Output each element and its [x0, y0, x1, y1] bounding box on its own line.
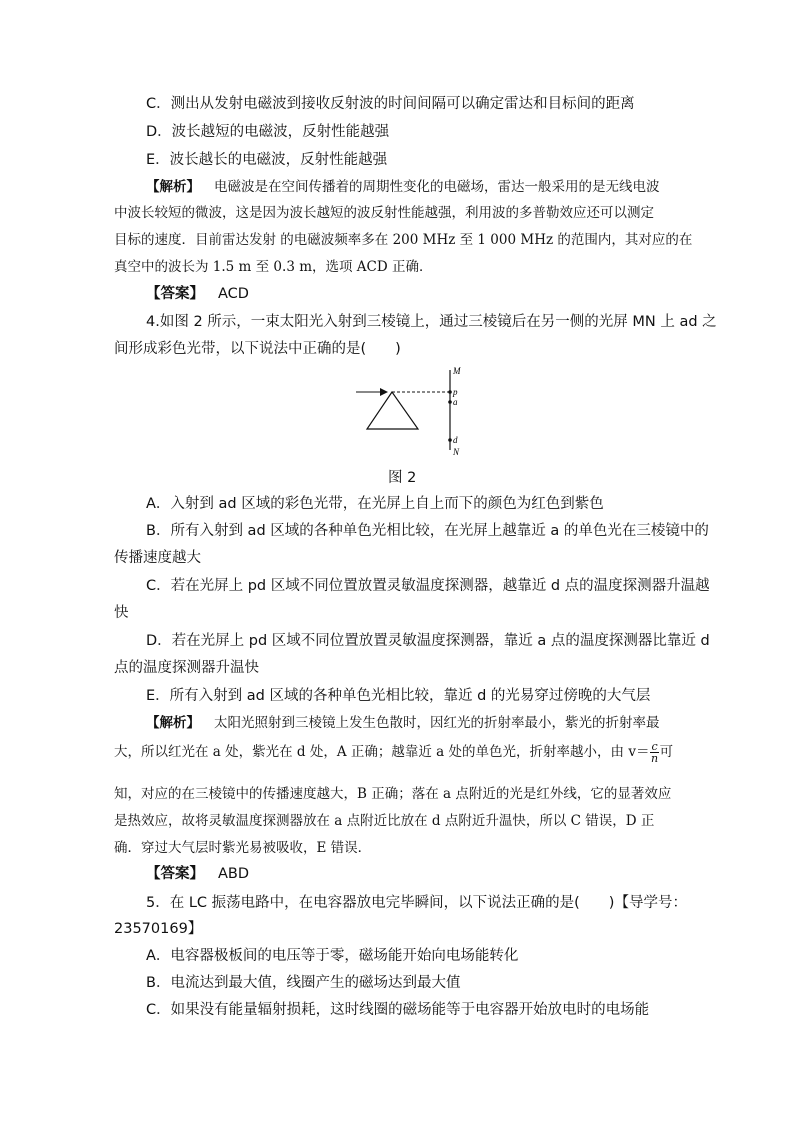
fraction-denominator: n — [650, 752, 659, 765]
question-5-line-1: 5．在 LC 振荡电路中，在电容器放电完毕瞬间，以下说法正确的是( )【导学号： — [146, 895, 687, 911]
analysis-1-line-3: 目标的速度．目前雷达发射 的电磁波频率多在 200 MHz 至 1 000 MHz 的范围内，其对应的在 — [114, 232, 693, 248]
q4-option-b-line-1: B．所有入射到 ad 区域的各种单色光相比较，在光屏上越靠近 a 的单色光在三棱镜中的 — [146, 523, 709, 539]
analysis-1-line-4: 真空中的波长为 1.5 m 至 0.3 m，选项 ACD 正确． — [114, 259, 433, 275]
label-p: p — [453, 387, 458, 397]
q4-option-d-line-1: D．若在光屏上 pd 区域不同位置放置灵敏温度探测器，靠近 a 点的温度探测器比靠近 d — [146, 633, 710, 649]
analysis-2-line-4: 是热效应，故将灵敏温度探测器放在 a 点附近比放在 d 点附近升温快，所以 C 错误，D 正 — [114, 813, 655, 829]
point-p — [448, 390, 452, 394]
answer-value: ACD — [218, 286, 249, 302]
q4-option-c-line-2: 快 — [114, 605, 129, 621]
analysis-2-text-2b: 可 — [659, 744, 674, 760]
option-e-text: E．波长越长的电磁波，反射性能越强 — [146, 152, 388, 168]
analysis-1-text-1: 电磁波是在空间传播着的周期性变化的电磁场，雷达一般采用的是无线电波 — [214, 179, 660, 195]
answer-tag: 【答案】 — [146, 866, 204, 882]
answer-value: ABD — [218, 866, 250, 882]
label-m: M — [453, 366, 461, 376]
figure-caption: 图 2 — [388, 470, 417, 486]
q4-option-a: A．入射到 ad 区域的彩色光带，在光屏上自上而下的颜色为红色到紫色 — [146, 496, 604, 512]
analysis-2-text-1: 太阳光照射到三棱镜上发生色散时，因红光的折射率最小，紫光的折射率最 — [214, 715, 660, 731]
ray-arrow-icon — [380, 388, 388, 396]
analysis-2-text-2a: 大，所以红光在 a 处，紫光在 d 处，A 正确；越靠近 a 处的单色光，折射率越小，由 v＝ — [114, 744, 650, 760]
analysis-1-line-2: 中波长较短的微波，这是因为波长越短的波反射性能越强，利用波的多普勒效应还可以测定 — [114, 205, 654, 221]
analysis-2-line-3: 知，对应的在三棱镜中的传播速度越大，B 正确；落在 a 点附近的光是红外线，它的显著效应 — [114, 786, 672, 802]
analysis-2-line-2 — [114, 741, 673, 764]
label-d: d — [453, 435, 458, 445]
question-4-line-1: 4.如图 2 所示，一束太阳光入射到三棱镜上，通过三棱镜后在另一侧的光屏 MN 上 ad 之 — [146, 314, 717, 330]
question-5-line-2: 23570169】 — [114, 921, 203, 937]
point-d — [448, 438, 452, 442]
answer-1 — [146, 284, 249, 304]
q5-option-b: B．电流达到最大值，线圈产生的磁场达到最大值 — [146, 975, 461, 991]
analysis-tag: 【解析】 — [146, 715, 200, 731]
fraction-c-over-n — [650, 741, 658, 764]
option-c-text: C．测出从发射电磁波到接收反射波的时间间隔可以确定雷达和目标间的距离 — [146, 96, 635, 112]
analysis-2-line-1 — [146, 713, 660, 733]
label-n: N — [453, 447, 460, 457]
label-a: a — [453, 397, 458, 407]
analysis-1-line-1 — [146, 177, 660, 197]
analysis-2-line-5: 确．穿过大气层时紫光易被吸收，E 错误． — [114, 840, 372, 856]
analysis-tag: 【解析】 — [146, 179, 200, 195]
answer-2 — [146, 864, 249, 884]
prism-diagram — [352, 364, 472, 460]
q4-option-b-line-2: 传播速度越大 — [114, 550, 201, 566]
prism-triangle — [367, 392, 418, 429]
fraction-numerator: c — [651, 740, 658, 753]
question-4-line-2: 间形成彩色光带，以下说法中正确的是( ) — [114, 341, 401, 357]
q5-option-a: A．电容器极板间的电压等于零，磁场能开始向电场能转化 — [146, 948, 519, 964]
q4-option-d-line-2: 点的温度探测器升温快 — [114, 660, 259, 676]
option-d-text: D．波长越短的电磁波，反射性能越强 — [146, 124, 390, 140]
q4-option-c-line-1: C．若在光屏上 pd 区域不同位置放置灵敏温度探测器，越靠近 d 点的温度探测器升温越 — [146, 578, 710, 594]
point-a — [448, 400, 452, 404]
answer-tag: 【答案】 — [146, 286, 204, 302]
q5-option-c: C．如果没有能量辐射损耗，这时线圈的磁场能等于电容器开始放电时的电场能 — [146, 1002, 650, 1018]
q4-option-e: E．所有入射到 ad 区域的各种单色光相比较，靠近 d 的光易穿过傍晚的大气层 — [146, 688, 651, 704]
